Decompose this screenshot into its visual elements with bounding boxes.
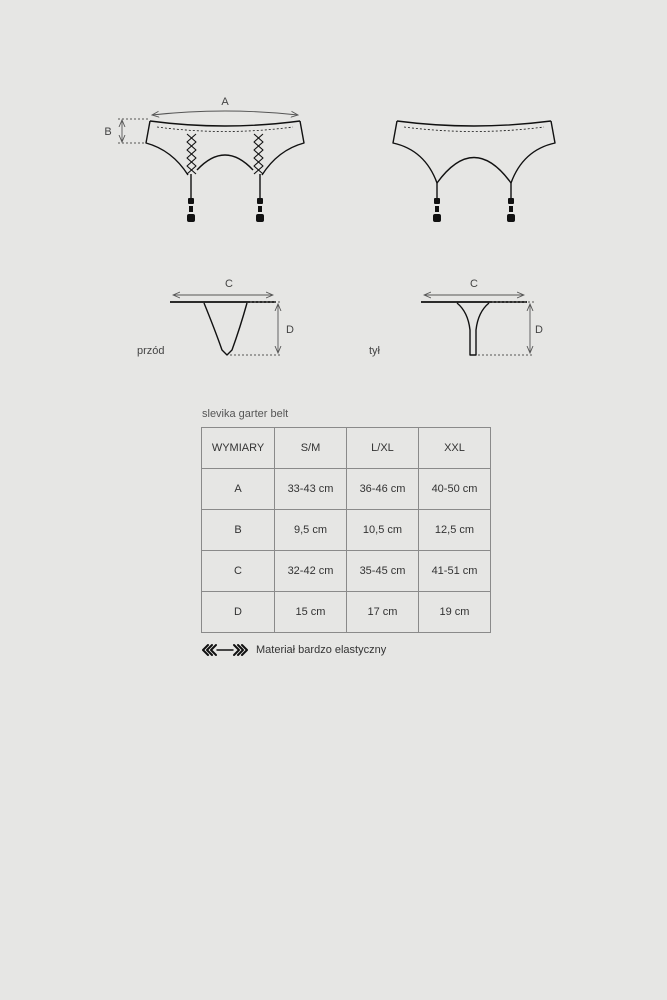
product-name-caption: slevika garter belt [202,408,289,420]
table-cell: 15 cm [275,592,347,633]
dimension-a-label: A [221,96,229,108]
garter-clips-back [433,198,515,222]
dimension-d-back-label: D [535,324,543,336]
table-header-cell: XXL [419,428,491,469]
dimension-b-label: B [104,126,112,138]
table-row [202,592,491,633]
dimension-b-arrow [118,119,150,143]
table-cell: 12,5 cm [419,510,491,551]
table-cell: B [202,510,275,551]
dimension-a-arrow [152,111,298,115]
table-cell: 17 cm [347,592,419,633]
stretch-arrows-icon [202,643,248,657]
table-header-cell: L/XL [347,428,419,469]
table-header-cell: S/M [275,428,347,469]
thong-front-drawing [170,302,276,355]
dimension-c-back-label: C [470,278,478,290]
table-cell: 10,5 cm [347,510,419,551]
table-cell: 32-42 cm [275,551,347,592]
table-cell: C [202,551,275,592]
dimension-c-front-label: C [225,278,233,290]
dimension-d-front-arrow [230,302,282,355]
table-cell: 33-43 cm [275,469,347,510]
front-view-label: przód [137,345,165,357]
table-cell: A [202,469,275,510]
table-header-cell: WYMIARY [202,428,275,469]
size-table [201,427,491,633]
table-cell: 40-50 cm [419,469,491,510]
technical-drawings [0,0,667,380]
table-cell: 36-46 cm [347,469,419,510]
table-cell: 41-51 cm [419,551,491,592]
material-note-text: Materiał bardzo elastyczny [256,644,387,656]
table-cell: 35-45 cm [347,551,419,592]
dimension-d-back-arrow [478,302,534,355]
garter-belt-front-drawing [146,121,304,198]
table-row [202,551,491,592]
material-note [202,642,386,658]
thong-back-drawing [421,302,527,355]
table-row [202,469,491,510]
garter-clips-front [187,198,264,222]
table-header-row [202,428,491,469]
dimension-d-front-label: D [286,324,294,336]
back-view-label: tył [369,345,380,357]
table-cell: D [202,592,275,633]
table-cell: 9,5 cm [275,510,347,551]
garter-belt-back-drawing [393,121,555,198]
table-row [202,510,491,551]
table-cell: 19 cm [419,592,491,633]
